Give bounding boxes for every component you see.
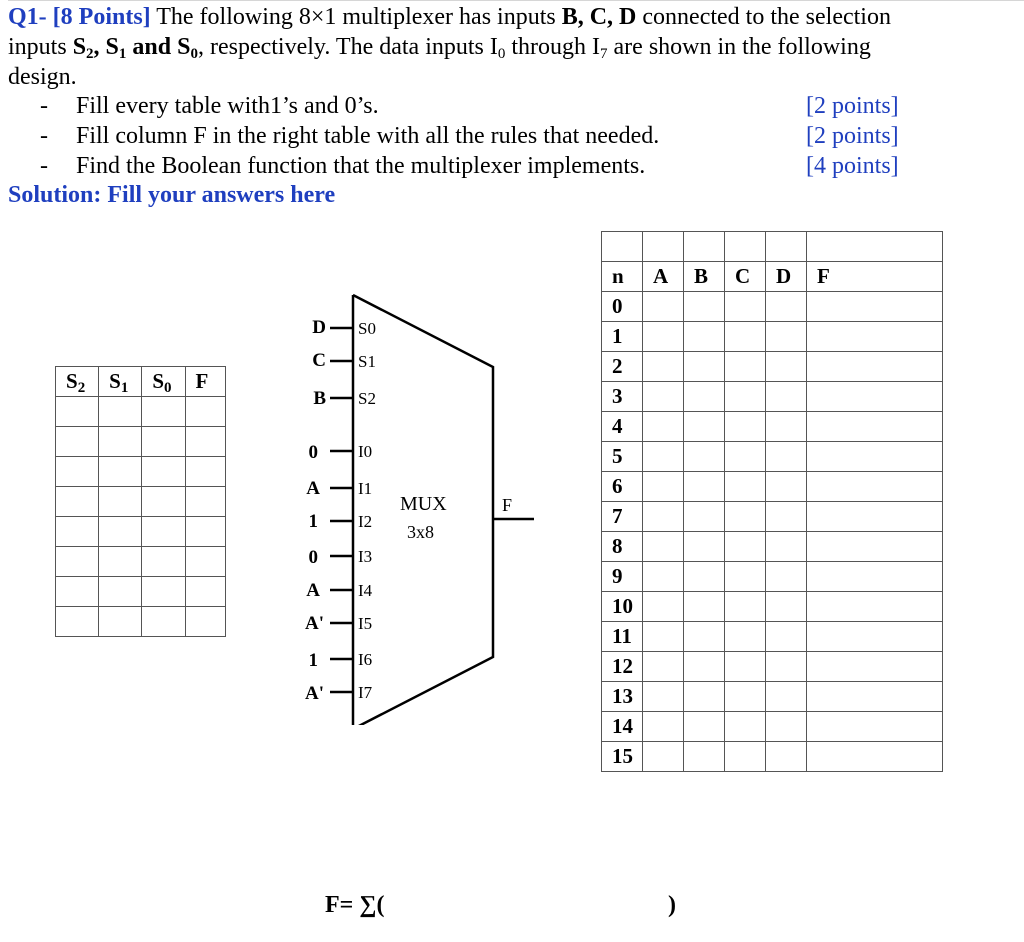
- row-index: 8: [602, 532, 643, 562]
- answer-cell[interactable]: [766, 682, 807, 712]
- pin-s0: S0: [358, 319, 376, 338]
- table-row: [602, 292, 943, 322]
- data-signal-i2: 1: [308, 511, 318, 532]
- answer-cell[interactable]: [643, 682, 684, 712]
- row-index: 14: [602, 712, 643, 742]
- function-sum-suffix: ): [668, 892, 676, 918]
- header-c: C: [725, 262, 766, 292]
- answer-cell[interactable]: [142, 457, 185, 487]
- row-index: 10: [602, 592, 643, 622]
- answer-cell[interactable]: [56, 517, 99, 547]
- data-signal-i4: A: [306, 580, 320, 601]
- select-signal-b: B: [313, 388, 326, 409]
- data-signal-i0: 0: [308, 442, 318, 463]
- question-text: Q1- [8 Points] The following 8×1 multiplexer has inputs B, C, D connected to the selection inputs $S_2$, $S_1$ and $S_0$, respectively. The data inputs $I_0$ through $I_7$ are shown in the following design.: [8, 4, 891, 90]
- data-signal-i1: A: [306, 478, 320, 499]
- answer-cell[interactable]: [185, 487, 225, 517]
- row-index: 4: [602, 412, 643, 442]
- answer-cell[interactable]: [725, 562, 766, 592]
- row-index: 1: [602, 322, 643, 352]
- table-row: [602, 322, 943, 352]
- table-row: [602, 652, 943, 682]
- answer-cell[interactable]: [185, 517, 225, 547]
- table-row: [602, 562, 943, 592]
- table-row: [602, 742, 943, 772]
- answer-cell[interactable]: [684, 322, 725, 352]
- answer-cell[interactable]: [766, 622, 807, 652]
- row-index: 5: [602, 442, 643, 472]
- answer-cell[interactable]: [725, 532, 766, 562]
- table-row: [602, 412, 943, 442]
- answer-cell[interactable]: [684, 682, 725, 712]
- row-index: 13: [602, 682, 643, 712]
- answer-cell[interactable]: [56, 577, 99, 607]
- answer-cell[interactable]: [766, 382, 807, 412]
- row-index: 2: [602, 352, 643, 382]
- answer-cell[interactable]: [684, 532, 725, 562]
- header-d: D: [766, 262, 807, 292]
- row-index: 12: [602, 652, 643, 682]
- answer-cell[interactable]: [725, 382, 766, 412]
- answer-cell[interactable]: [56, 457, 99, 487]
- answer-cell[interactable]: [684, 502, 725, 532]
- table-row: [602, 532, 943, 562]
- answer-cell[interactable]: [142, 607, 185, 637]
- pin-i1: I1: [358, 479, 373, 498]
- answer-cell[interactable]: [725, 442, 766, 472]
- answer-cell[interactable]: [99, 427, 142, 457]
- answer-cell[interactable]: [725, 592, 766, 622]
- answer-cell[interactable]: [643, 442, 684, 472]
- answer-cell[interactable]: [725, 292, 766, 322]
- table-row: [56, 577, 226, 607]
- answer-cell[interactable]: [684, 382, 725, 412]
- answer-cell[interactable]: [766, 412, 807, 442]
- solution-label: Solution: Fill your answers here: [8, 182, 336, 208]
- question-label: Q1- [8 Points]: [8, 4, 151, 30]
- answer-cell[interactable]: [142, 547, 185, 577]
- select-signal-c: C: [312, 350, 326, 371]
- answer-cell[interactable]: [807, 652, 943, 682]
- header-f: F: [185, 367, 225, 397]
- answer-cell[interactable]: [684, 622, 725, 652]
- answer-cell[interactable]: [725, 622, 766, 652]
- header-s2: $S_2$: [56, 367, 99, 397]
- answer-cell[interactable]: [684, 592, 725, 622]
- answer-cell[interactable]: [684, 562, 725, 592]
- answer-cell[interactable]: [185, 577, 225, 607]
- answer-cell[interactable]: [643, 502, 684, 532]
- row-index: 7: [602, 502, 643, 532]
- answer-cell[interactable]: [766, 472, 807, 502]
- answer-cell[interactable]: [643, 352, 684, 382]
- answer-cell[interactable]: [56, 427, 99, 457]
- answer-cell[interactable]: [684, 442, 725, 472]
- table-row: [56, 547, 226, 577]
- answer-cell[interactable]: [725, 472, 766, 502]
- answer-cell[interactable]: [766, 742, 807, 772]
- pin-i4: I4: [358, 581, 373, 600]
- header-s0: $S_0$: [142, 367, 185, 397]
- answer-cell[interactable]: [725, 682, 766, 712]
- answer-cell[interactable]: [643, 532, 684, 562]
- table-header-row: [602, 262, 943, 292]
- answer-cell[interactable]: [684, 742, 725, 772]
- answer-cell[interactable]: [643, 562, 684, 592]
- multiplexer-diagram: [290, 285, 550, 725]
- answer-cell[interactable]: [142, 397, 185, 427]
- answer-cell[interactable]: [99, 547, 142, 577]
- row-index: 6: [602, 472, 643, 502]
- points-3: [4 points]: [806, 153, 899, 179]
- table-row: [602, 682, 943, 712]
- answer-cell[interactable]: [99, 487, 142, 517]
- data-signal-i3: 0: [308, 547, 318, 568]
- table-row: [602, 502, 943, 532]
- answer-cell[interactable]: [643, 472, 684, 502]
- table-row: [602, 712, 943, 742]
- answer-cell[interactable]: [807, 682, 943, 712]
- table-row: [56, 517, 226, 547]
- pin-s1: S1: [358, 352, 376, 371]
- answer-cell[interactable]: [99, 517, 142, 547]
- select-signal-d: D: [312, 317, 326, 338]
- answer-cell[interactable]: [807, 712, 943, 742]
- pin-i2: I2: [358, 512, 373, 531]
- mux-size: 3x8: [407, 522, 434, 542]
- answer-cell[interactable]: [766, 562, 807, 592]
- points-1: [2 points]: [806, 93, 899, 119]
- answer-cell[interactable]: [185, 607, 225, 637]
- answer-cell[interactable]: [807, 622, 943, 652]
- answer-cell[interactable]: [725, 712, 766, 742]
- answer-cell[interactable]: [766, 652, 807, 682]
- table-header-row: [56, 367, 226, 397]
- answer-cell[interactable]: [725, 322, 766, 352]
- header-f: F: [807, 262, 943, 292]
- answer-cell[interactable]: [725, 742, 766, 772]
- answer-cell[interactable]: [185, 397, 225, 427]
- answer-cell[interactable]: [725, 502, 766, 532]
- answer-cell[interactable]: [807, 502, 943, 532]
- answer-cell[interactable]: [643, 592, 684, 622]
- blank-top-row: [602, 232, 943, 262]
- data-signal-i6: 1: [308, 650, 318, 671]
- answer-cell[interactable]: [725, 652, 766, 682]
- table-row: [56, 487, 226, 517]
- row-index: 15: [602, 742, 643, 772]
- pin-i5: I5: [358, 614, 373, 633]
- row-index: 11: [602, 622, 643, 652]
- answer-cell[interactable]: [766, 442, 807, 472]
- answer-cell[interactable]: [807, 322, 943, 352]
- answer-cell[interactable]: [766, 352, 807, 382]
- table-row: [602, 442, 943, 472]
- header-b: B: [684, 262, 725, 292]
- header-s1: $S_1$: [99, 367, 142, 397]
- answer-cell[interactable]: [807, 592, 943, 622]
- answer-cell[interactable]: [684, 292, 725, 322]
- table-row: [602, 622, 943, 652]
- answer-cell[interactable]: [643, 652, 684, 682]
- data-signal-i7: A': [305, 683, 324, 704]
- answer-cell[interactable]: [725, 352, 766, 382]
- answer-cell[interactable]: [56, 547, 99, 577]
- pin-i0: I0: [358, 442, 373, 461]
- answer-cell[interactable]: [142, 517, 185, 547]
- table-row: [56, 427, 226, 457]
- header-a: A: [643, 262, 684, 292]
- answer-cell[interactable]: [766, 502, 807, 532]
- answer-cell[interactable]: [807, 472, 943, 502]
- answer-cell[interactable]: [185, 547, 225, 577]
- answer-cell[interactable]: [684, 412, 725, 442]
- table-row: [56, 607, 226, 637]
- answer-cell[interactable]: [807, 292, 943, 322]
- top-rule: [8, 0, 1024, 1]
- row-index: 9: [602, 562, 643, 592]
- row-index: 3: [602, 382, 643, 412]
- answer-cell[interactable]: [185, 427, 225, 457]
- answer-cell[interactable]: [643, 382, 684, 412]
- answer-cell[interactable]: [99, 397, 142, 427]
- pin-i6: I6: [358, 650, 373, 669]
- table-row: [56, 457, 226, 487]
- answer-cell[interactable]: [807, 412, 943, 442]
- table-row: [56, 397, 226, 427]
- answer-cell[interactable]: [56, 607, 99, 637]
- answer-cell[interactable]: [643, 712, 684, 742]
- answer-cell[interactable]: [766, 712, 807, 742]
- table-row: [602, 592, 943, 622]
- selection-truth-table: [55, 366, 226, 637]
- answer-cell[interactable]: [766, 322, 807, 352]
- table-row: [602, 382, 943, 412]
- answer-cell[interactable]: [142, 577, 185, 607]
- answer-cell[interactable]: [643, 622, 684, 652]
- answer-cell[interactable]: [99, 457, 142, 487]
- answer-cell[interactable]: [725, 412, 766, 442]
- pin-s2: S2: [358, 389, 376, 408]
- answer-cell[interactable]: [684, 652, 725, 682]
- header-n: n: [602, 262, 643, 292]
- answer-cell[interactable]: [766, 592, 807, 622]
- answer-cell[interactable]: [185, 457, 225, 487]
- function-sum-prefix: F= ∑(: [325, 892, 385, 918]
- answer-cell[interactable]: [643, 322, 684, 352]
- answer-cell[interactable]: [807, 352, 943, 382]
- answer-cell[interactable]: [99, 577, 142, 607]
- answer-cell[interactable]: [684, 712, 725, 742]
- answer-cell[interactable]: [643, 292, 684, 322]
- answer-cell[interactable]: [684, 352, 725, 382]
- data-signal-i5: A': [305, 613, 324, 634]
- table-row: [602, 352, 943, 382]
- pin-i3: I3: [358, 547, 373, 566]
- answer-cell[interactable]: [643, 742, 684, 772]
- answer-cell[interactable]: [766, 292, 807, 322]
- answer-cell[interactable]: [643, 412, 684, 442]
- answer-cell[interactable]: [766, 532, 807, 562]
- mux-output-label: F: [502, 495, 513, 515]
- answer-cell[interactable]: [56, 397, 99, 427]
- mux-name: MUX: [400, 493, 447, 515]
- pin-i7: I7: [358, 683, 373, 702]
- table-row: [602, 472, 943, 502]
- answer-cell[interactable]: [807, 562, 943, 592]
- answer-cell[interactable]: [684, 472, 725, 502]
- function-truth-table: [601, 231, 943, 772]
- answer-cell[interactable]: [142, 427, 185, 457]
- answer-cell[interactable]: [807, 442, 943, 472]
- answer-cell[interactable]: [142, 487, 185, 517]
- answer-cell[interactable]: [807, 742, 943, 772]
- answer-cell[interactable]: [807, 532, 943, 562]
- answer-cell[interactable]: [807, 382, 943, 412]
- answer-cell[interactable]: [56, 487, 99, 517]
- answer-cell[interactable]: [99, 607, 142, 637]
- points-2: [2 points]: [806, 123, 899, 149]
- row-index: 0: [602, 292, 643, 322]
